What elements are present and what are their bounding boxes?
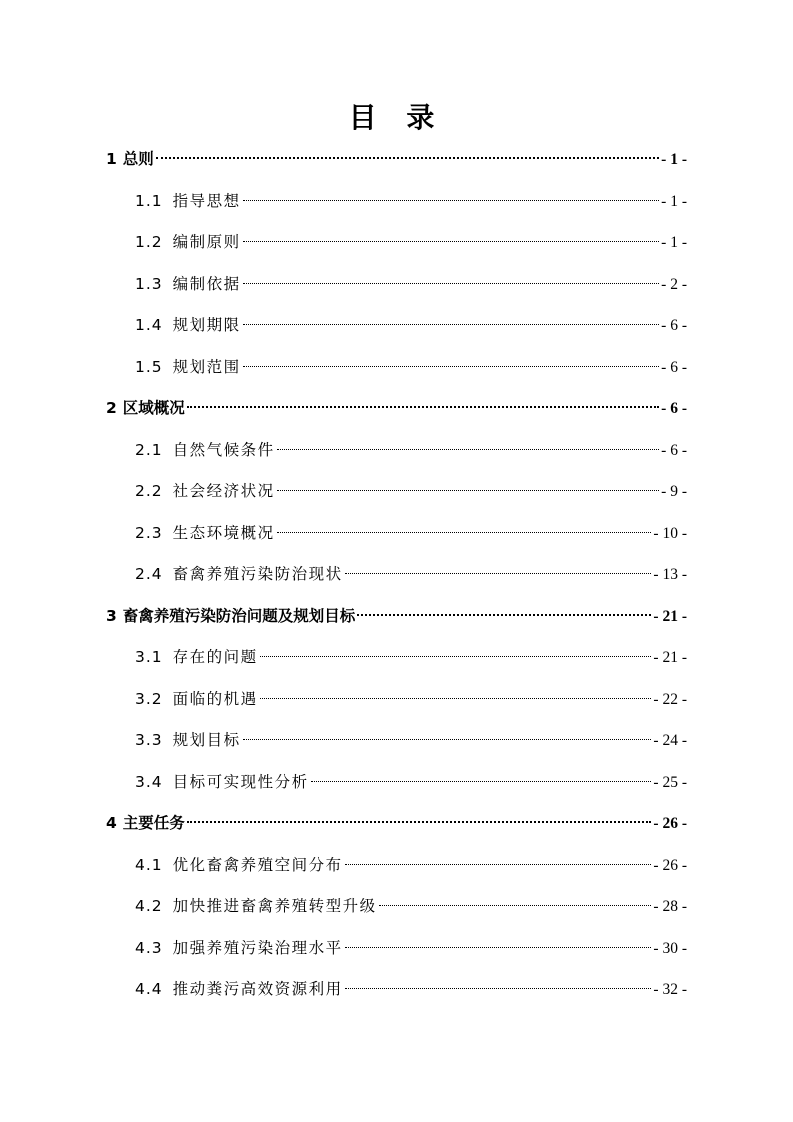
toc-section-entry[interactable] bbox=[135, 853, 687, 877]
toc-dot-leader bbox=[345, 573, 652, 574]
toc-entry-number: 2 bbox=[106, 399, 117, 417]
toc-dot-leader bbox=[277, 532, 652, 533]
toc-entry-number: 3.1 bbox=[135, 648, 163, 666]
toc-section-entry[interactable] bbox=[135, 230, 687, 254]
toc-dot-leader bbox=[345, 864, 652, 865]
toc-entry-label: 优化畜禽养殖空间分布 bbox=[172, 856, 343, 874]
toc-entry-label: 社会经济状况 bbox=[172, 482, 275, 500]
toc-section-entry[interactable] bbox=[135, 355, 687, 379]
toc-entry-label: 指导思想 bbox=[172, 192, 241, 210]
toc-section-entry[interactable] bbox=[135, 521, 687, 545]
toc-entry-page-number: - 9 - bbox=[661, 483, 687, 500]
toc-entry-label: 推动粪污高效资源利用 bbox=[172, 980, 343, 998]
toc-chapter-entry[interactable] bbox=[106, 811, 687, 835]
toc-entry-label: 目标可实现性分析 bbox=[172, 773, 309, 791]
toc-section-entry[interactable] bbox=[135, 645, 687, 669]
toc-entry-number: 1.3 bbox=[135, 275, 163, 293]
toc-entry-page-number: - 6 - bbox=[661, 442, 687, 459]
toc-dot-leader bbox=[379, 905, 652, 906]
toc-entry-page-number: - 28 - bbox=[653, 898, 687, 915]
toc-entry-number: 4.1 bbox=[135, 856, 163, 874]
toc-entry-label: 总则 bbox=[122, 150, 154, 168]
toc-entry-label: 加强养殖污染治理水平 bbox=[172, 939, 343, 957]
toc-entry-page-number: - 30 - bbox=[653, 940, 687, 957]
toc-entry-page-number: - 2 - bbox=[661, 276, 687, 293]
toc-dot-leader bbox=[311, 781, 652, 782]
toc-dot-leader bbox=[243, 283, 660, 284]
toc-section-entry[interactable] bbox=[135, 562, 687, 586]
toc-entry-label: 编制原则 bbox=[172, 233, 241, 251]
toc-entry-page-number: - 1 - bbox=[661, 234, 687, 251]
toc-section-entry[interactable] bbox=[135, 728, 687, 752]
toc-dot-leader bbox=[277, 449, 660, 450]
toc-section-entry[interactable] bbox=[135, 936, 687, 960]
toc-dot-leader bbox=[357, 614, 651, 616]
toc-entry-page-number: - 13 - bbox=[653, 566, 687, 583]
toc-entry-label: 面临的机遇 bbox=[172, 690, 258, 708]
toc-dot-leader bbox=[156, 157, 659, 159]
toc-entry-page-number: - 6 - bbox=[661, 400, 687, 417]
toc-chapter-entry[interactable] bbox=[106, 396, 687, 420]
toc-dot-leader bbox=[187, 406, 659, 408]
toc-entry-page-number: - 25 - bbox=[653, 774, 687, 791]
toc-section-entry[interactable] bbox=[135, 977, 687, 1001]
toc-dot-leader bbox=[260, 698, 652, 699]
toc-dot-leader bbox=[345, 947, 652, 948]
toc-entry-page-number: - 1 - bbox=[661, 151, 687, 168]
toc-dot-leader bbox=[345, 988, 652, 989]
toc-entry-label: 区域概况 bbox=[122, 399, 185, 417]
toc-entry-label: 畜禽养殖污染防治现状 bbox=[172, 565, 343, 583]
toc-section-entry[interactable] bbox=[135, 894, 687, 918]
toc-entry-number: 4 bbox=[106, 814, 117, 832]
toc-entry-number: 2.2 bbox=[135, 482, 163, 500]
toc-entry-page-number: - 26 - bbox=[653, 815, 687, 832]
toc-chapter-entry[interactable] bbox=[106, 604, 687, 628]
toc-entry-number: 3.4 bbox=[135, 773, 163, 791]
toc-entry-number: 3 bbox=[106, 607, 117, 625]
toc-entry-number: 4.3 bbox=[135, 939, 163, 957]
toc-entry-number: 2.1 bbox=[135, 441, 163, 459]
toc-entry-number: 2.4 bbox=[135, 565, 163, 583]
toc-entry-number: 4.4 bbox=[135, 980, 163, 998]
toc-entry-label: 存在的问题 bbox=[172, 648, 258, 666]
toc-entry-page-number: - 1 - bbox=[661, 193, 687, 210]
toc-dot-leader bbox=[187, 821, 652, 823]
toc-entry-number: 1.2 bbox=[135, 233, 163, 251]
toc-section-entry[interactable] bbox=[135, 479, 687, 503]
toc-entry-label: 自然气候条件 bbox=[172, 441, 275, 459]
toc-entry-page-number: - 6 - bbox=[661, 317, 687, 334]
toc-dot-leader bbox=[277, 490, 660, 491]
toc-entry-number: 2.3 bbox=[135, 524, 163, 542]
toc-dot-leader bbox=[243, 241, 660, 242]
toc-entry-label: 规划期限 bbox=[172, 316, 241, 334]
toc-entry-number: 1.1 bbox=[135, 192, 163, 210]
toc-section-entry[interactable] bbox=[135, 770, 687, 794]
toc-section-entry[interactable] bbox=[135, 272, 687, 296]
toc-entry-page-number: - 10 - bbox=[653, 525, 687, 542]
toc-title: 目 录 bbox=[348, 101, 445, 134]
toc-entry-page-number: - 24 - bbox=[653, 732, 687, 749]
toc-entry-label: 规划范围 bbox=[172, 358, 241, 376]
toc-section-entry[interactable] bbox=[135, 313, 687, 337]
toc-entry-number: 1.5 bbox=[135, 358, 163, 376]
toc-entry-page-number: - 21 - bbox=[653, 608, 687, 625]
toc-entry-page-number: - 6 - bbox=[661, 359, 687, 376]
toc-entry-label: 加快推进畜禽养殖转型升级 bbox=[172, 897, 377, 915]
toc-entry-number: 3.3 bbox=[135, 731, 163, 749]
toc-entry-label: 规划目标 bbox=[172, 731, 241, 749]
toc-dot-leader bbox=[243, 739, 652, 740]
toc-dot-leader bbox=[243, 366, 660, 367]
toc-entry-number: 4.2 bbox=[135, 897, 163, 915]
toc-entry-page-number: - 22 - bbox=[653, 691, 687, 708]
toc-entry-number: 1 bbox=[106, 150, 117, 168]
toc-section-entry[interactable] bbox=[135, 438, 687, 462]
toc-dot-leader bbox=[243, 324, 660, 325]
toc-entry-label: 编制依据 bbox=[172, 275, 241, 293]
toc-entry-page-number: - 32 - bbox=[653, 981, 687, 998]
toc-entry-label: 生态环境概况 bbox=[172, 524, 275, 542]
toc-entry-page-number: - 21 - bbox=[653, 649, 687, 666]
toc-entry-number: 1.4 bbox=[135, 316, 163, 334]
toc-entry-number: 3.2 bbox=[135, 690, 163, 708]
toc-section-entry[interactable] bbox=[135, 189, 687, 213]
toc-entry-page-number: - 26 - bbox=[653, 857, 687, 874]
toc-dot-leader bbox=[260, 656, 652, 657]
toc-entry-label: 主要任务 bbox=[122, 814, 185, 832]
toc-chapter-entry[interactable] bbox=[106, 147, 687, 171]
toc-section-entry[interactable] bbox=[135, 687, 687, 711]
toc-dot-leader bbox=[243, 200, 660, 201]
toc-entry-label: 畜禽养殖污染防治问题及规划目标 bbox=[122, 607, 356, 625]
